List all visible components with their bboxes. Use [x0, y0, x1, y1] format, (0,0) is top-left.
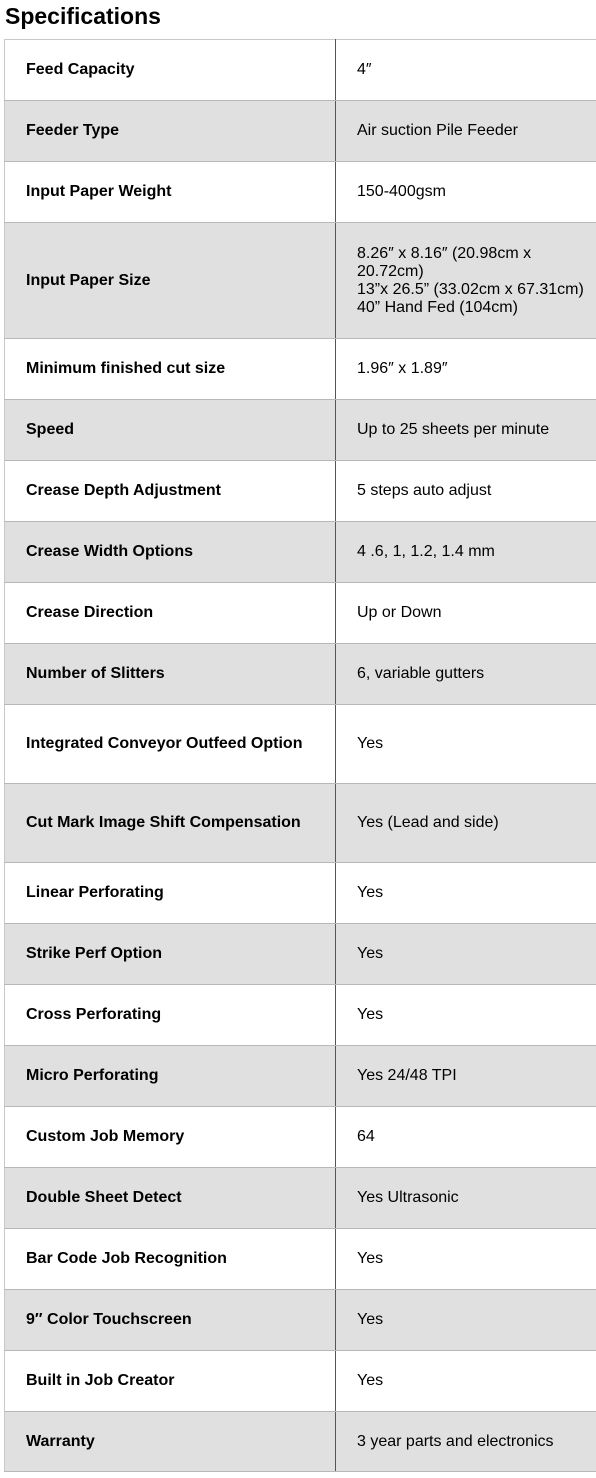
spec-label: Cross Perforating	[5, 985, 336, 1046]
table-row	[5, 583, 596, 644]
table-row	[5, 1351, 596, 1412]
spec-value	[336, 400, 596, 461]
spec-value-line: 40” Hand Fed (104cm)	[357, 298, 518, 316]
spec-label: Input Paper Size	[5, 223, 336, 339]
spec-value-line: 3 year parts and electronics	[357, 1432, 554, 1450]
spec-label: Crease Direction	[5, 583, 336, 644]
table-row	[5, 400, 596, 461]
spec-value-line: Yes 24/48 TPI	[357, 1067, 457, 1084]
table-row	[5, 985, 596, 1046]
table-row	[5, 101, 596, 162]
spec-label: Warranty	[5, 1412, 336, 1472]
spec-label: Minimum finished cut size	[5, 339, 336, 400]
spec-value	[336, 1412, 596, 1472]
spec-value	[336, 784, 596, 863]
spec-value-line: Yes (Lead and side)	[357, 814, 499, 831]
spec-value-line: 1.96″ x 1.89″	[357, 360, 448, 377]
spec-label: Micro Perforating	[5, 1046, 336, 1107]
spec-value	[336, 1046, 596, 1107]
table-row	[5, 784, 596, 863]
specifications-table	[4, 39, 596, 1472]
spec-value-line: Yes Ultrasonic	[357, 1189, 459, 1206]
spec-value	[336, 162, 596, 223]
spec-value	[336, 1229, 596, 1290]
spec-value	[336, 461, 596, 522]
table-row	[5, 644, 596, 705]
spec-label: Speed	[5, 400, 336, 461]
spec-value	[336, 1290, 596, 1351]
table-row	[5, 1290, 596, 1351]
table-row	[5, 705, 596, 784]
spec-label: Double Sheet Detect	[5, 1168, 336, 1229]
spec-label: Linear Perforating	[5, 863, 336, 924]
spec-label: Cut Mark Image Shift Compensation	[5, 784, 336, 863]
spec-value-line: 64	[357, 1128, 375, 1145]
spec-value	[336, 924, 596, 985]
spec-value-line: 5 steps auto adjust	[357, 482, 492, 499]
page-title: Specifications	[5, 3, 161, 29]
spec-value-line: 13”x 26.5” (33.02cm x 67.31cm)	[357, 280, 584, 298]
spec-value-line: Yes	[357, 1006, 384, 1023]
table-row	[5, 522, 596, 583]
spec-label: Integrated Conveyor Outfeed Option	[5, 705, 336, 784]
spec-value-line: Yes	[357, 945, 384, 962]
spec-value	[336, 1351, 596, 1412]
table-row	[5, 863, 596, 924]
spec-value-line: Yes	[357, 1311, 384, 1328]
spec-label: Number of Slitters	[5, 644, 336, 705]
spec-value	[336, 583, 596, 644]
table-row	[5, 40, 596, 101]
spec-value	[336, 101, 596, 162]
spec-value-line: Yes	[357, 884, 384, 901]
spec-value-line: 8.26″ x 8.16″ (20.98cm x	[357, 244, 532, 262]
spec-value-line: Up to 25 sheets per minute	[357, 421, 550, 438]
spec-label: Crease Width Options	[5, 522, 336, 583]
table-row	[5, 1168, 596, 1229]
spec-label: Feed Capacity	[5, 40, 336, 101]
spec-label: Bar Code Job Recognition	[5, 1229, 336, 1290]
spec-value-line: Air suction Pile Feeder	[357, 122, 518, 139]
spec-label: Built in Job Creator	[5, 1351, 336, 1412]
table-row	[5, 1046, 596, 1107]
spec-value	[336, 644, 596, 705]
spec-value-line: Up or Down	[357, 604, 442, 621]
spec-value-line: Yes	[357, 735, 384, 752]
spec-label: Custom Job Memory	[5, 1107, 336, 1168]
spec-label: Feeder Type	[5, 101, 336, 162]
table-row	[5, 461, 596, 522]
table-row	[5, 223, 596, 339]
spec-value	[336, 705, 596, 784]
table-row	[5, 1107, 596, 1168]
spec-value-line: 150-400gsm	[357, 183, 446, 200]
table-row	[5, 1229, 596, 1290]
spec-value	[336, 522, 596, 583]
spec-value	[336, 985, 596, 1046]
spec-value	[336, 223, 596, 339]
spec-label: Strike Perf Option	[5, 924, 336, 985]
spec-value-line: Yes	[357, 1372, 384, 1389]
spec-value	[336, 863, 596, 924]
spec-value	[336, 40, 596, 101]
table-row	[5, 1412, 596, 1472]
spec-value	[336, 1168, 596, 1229]
spec-label: Input Paper Weight	[5, 162, 336, 223]
spec-value-line: 20.72cm)	[357, 262, 424, 280]
spec-value-line: 4″	[357, 61, 372, 78]
spec-value-line: 4 .6, 1, 1.2, 1.4 mm	[357, 543, 495, 560]
spec-label: 9″ Color Touchscreen	[5, 1290, 336, 1351]
spec-label: Crease Depth Adjustment	[5, 461, 336, 522]
spec-value-line: Yes	[357, 1250, 384, 1267]
table-row	[5, 162, 596, 223]
table-row	[5, 924, 596, 985]
spec-value-line: 6, variable gutters	[357, 665, 485, 682]
spec-value	[336, 1107, 596, 1168]
table-row	[5, 339, 596, 400]
spec-value	[336, 339, 596, 400]
